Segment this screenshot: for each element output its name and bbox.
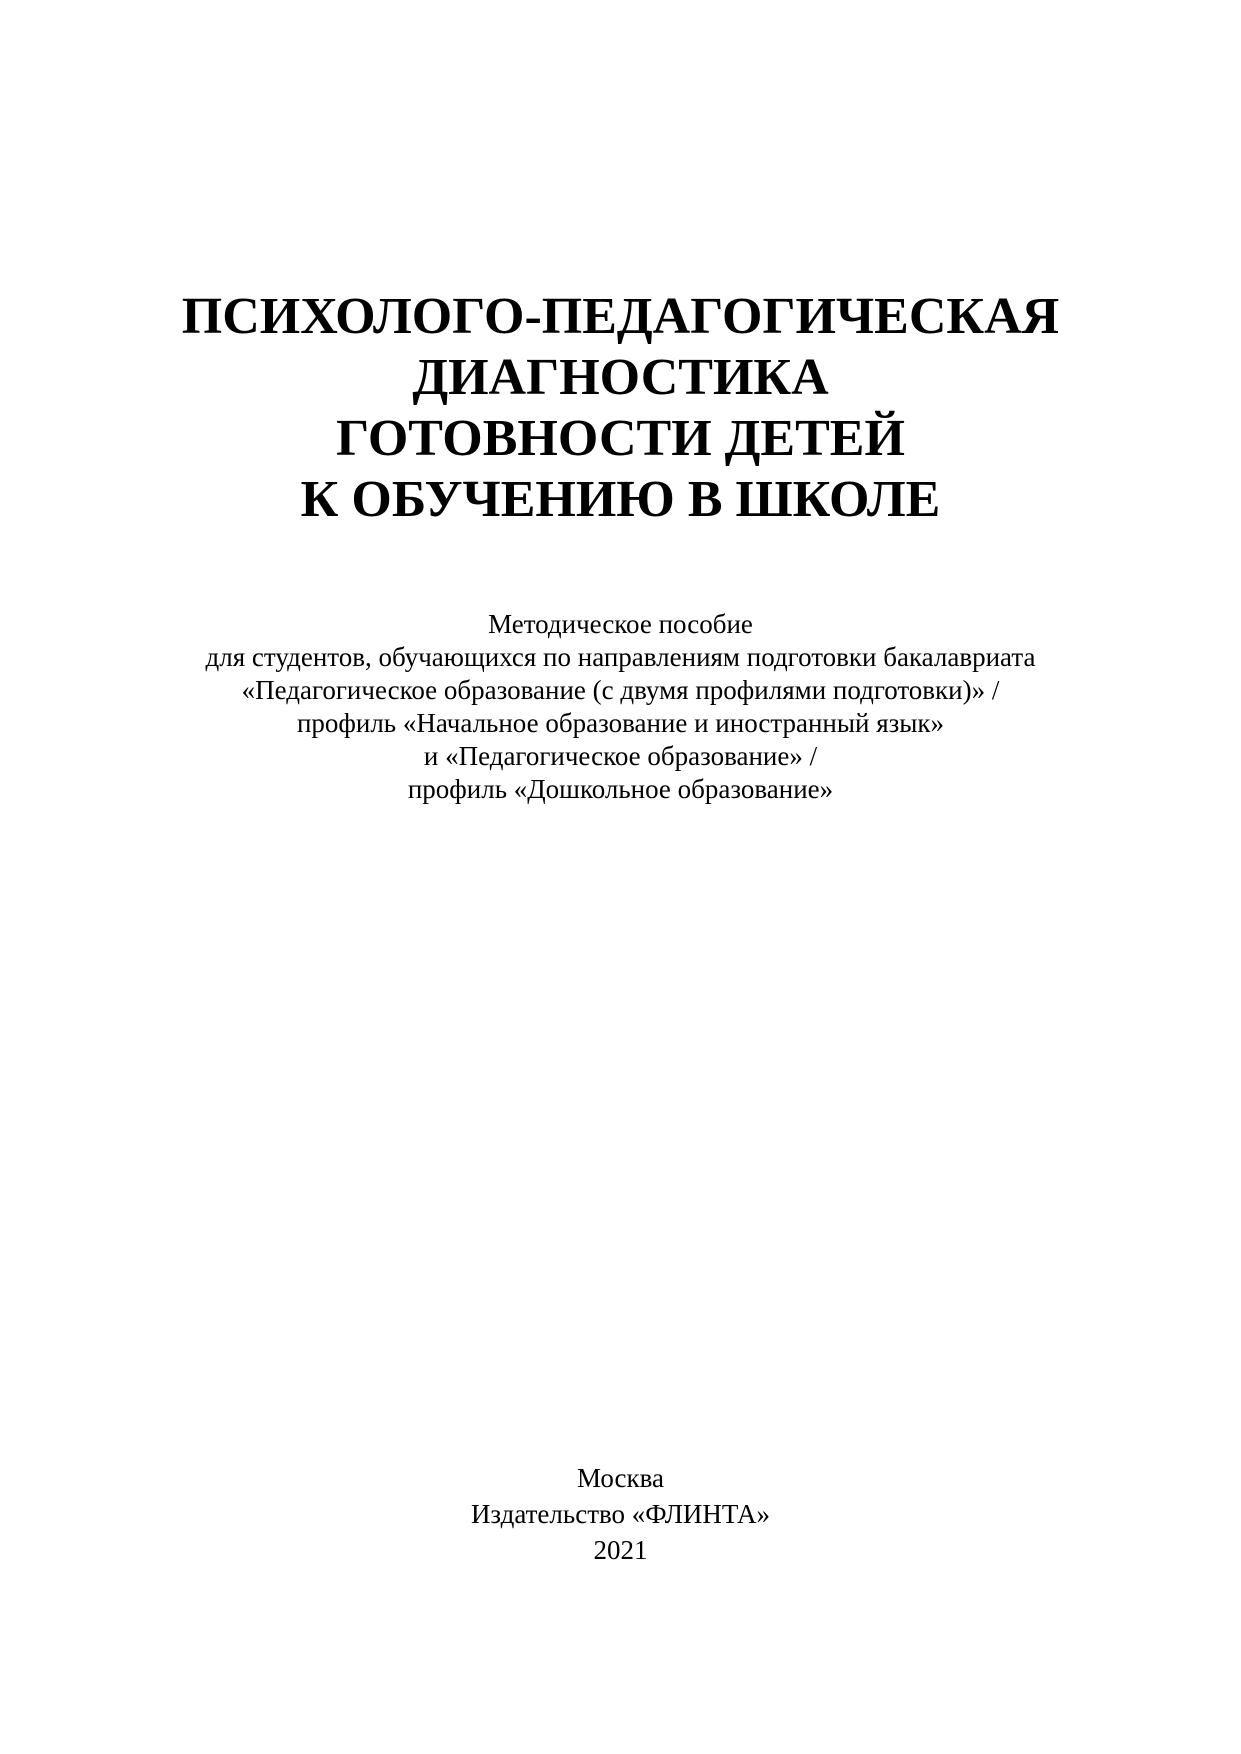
imprint-year: 2021 xyxy=(593,1535,648,1565)
subtitle-line-1: Методическое пособие xyxy=(488,609,753,639)
book-title-line-2: ДИАГНОСТИКА xyxy=(412,349,829,406)
book-title-line-3: ГОТОВНОСТИ ДЕТЕЙ xyxy=(336,410,905,467)
subtitle-line-5: и «Педагогическое образование» / xyxy=(423,741,818,771)
book-title-line-1: ПСИХОЛОГО-ПЕДАГОГИЧЕСКАЯ xyxy=(181,288,1060,345)
imprint xyxy=(0,1460,1241,1568)
book-title-line-4: К ОБУЧЕНИЮ В ШКОЛЕ xyxy=(300,471,941,528)
subtitle-line-3: «Педагогическое образование (с двумя профилями подготовки)» / xyxy=(241,675,1000,705)
imprint-publisher: Издательство «ФЛИНТА» xyxy=(470,1499,771,1529)
book-title xyxy=(0,286,1241,530)
imprint-city: Москва xyxy=(577,1463,664,1493)
book-subtitle xyxy=(0,608,1241,806)
subtitle-line-2: для студентов, обучающихся по направлениям подготовки бакалавриата xyxy=(205,642,1036,672)
subtitle-line-4: профиль «Начальное образование и иностранный язык» xyxy=(296,708,945,738)
subtitle-line-6: профиль «Дошкольное образование» xyxy=(407,774,834,804)
